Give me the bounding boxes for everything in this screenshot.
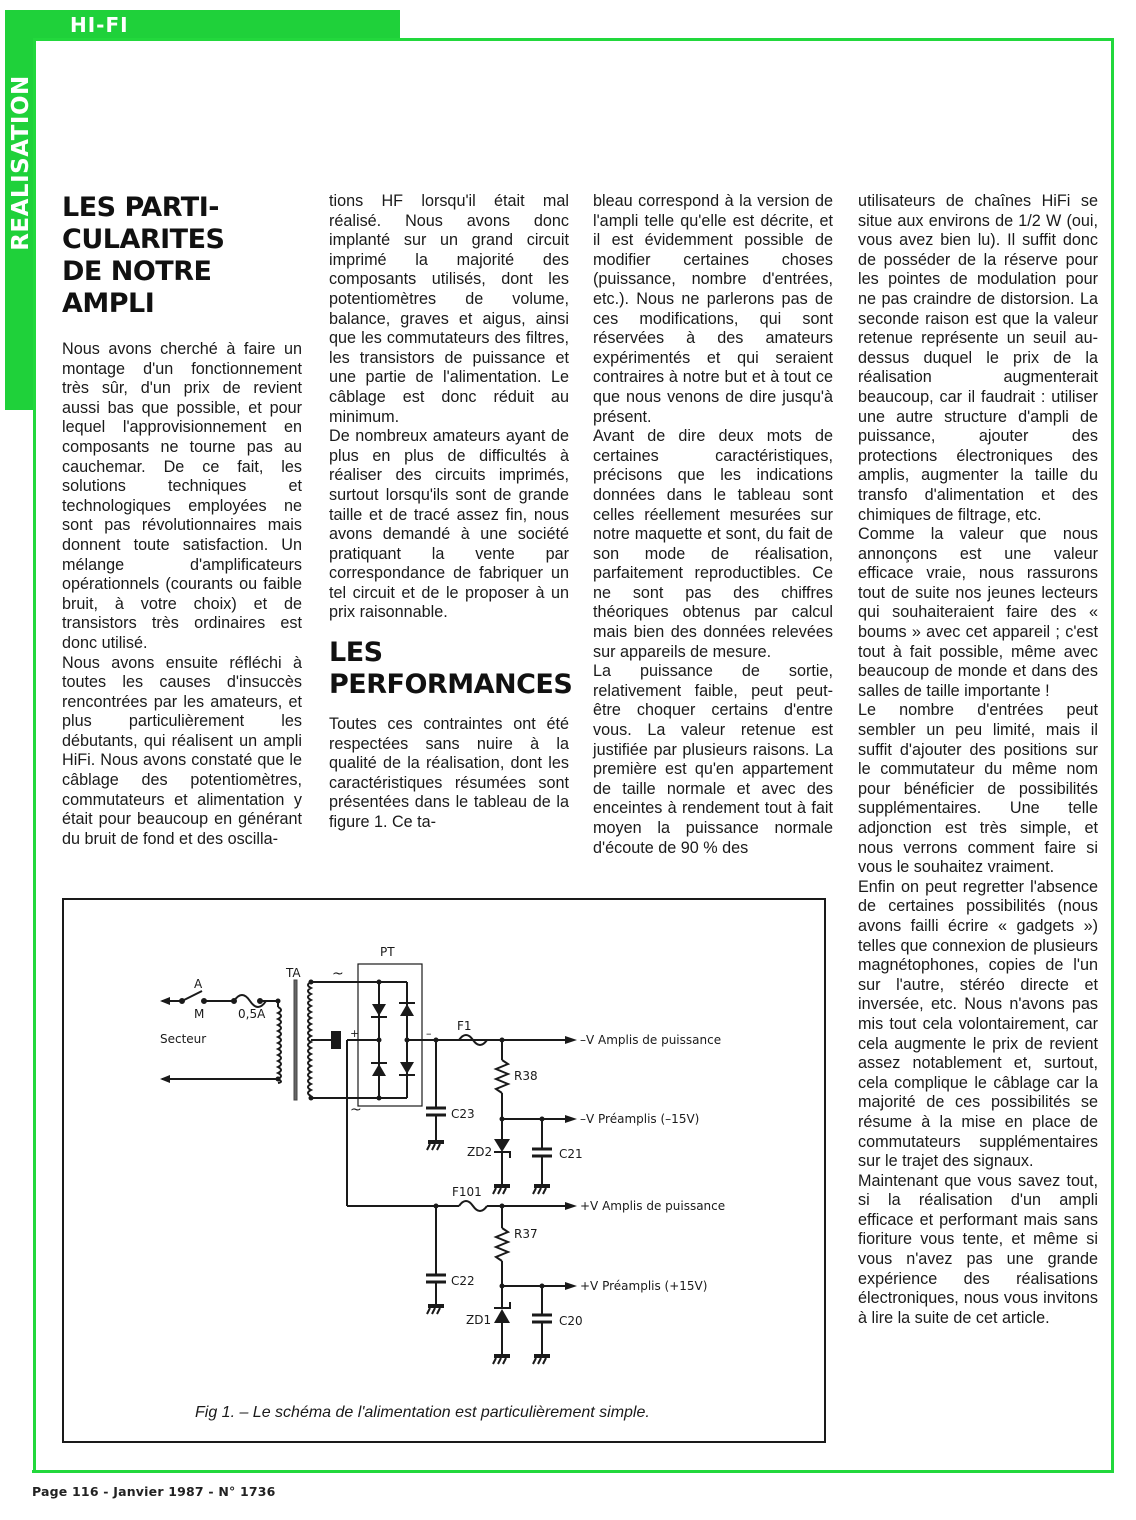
diode-icon [372,1064,386,1076]
paragraph: utilisateurs de chaînes HiFi se situe aux environs de 1/2 W (oui, vous avez bien lu). Il suffit donc de posséder de la réserve pour les pointes de modulation pour ne pas craindre de distorsion. La seconde raison est que la valeur retenue représente un seuil au-dessus duquel le prix de la réalisation augmenterait beaucoup, car il faudrait : utiliser une autre structure d'ampli de puissance, ajouter des protections électroniques des amplis, augmenter la taille du transfo d'alimentation et des chimiques de filtrage, etc. [858,192,1098,524]
section-heading-performances: LES PERFORMANCES [329,637,573,701]
article-column-4 [858,192,1098,1328]
zener-diode-icon [494,1139,510,1152]
diode-icon [400,1062,414,1074]
paragraph: Toutes ces contraintes ont été respectées sans nuire à la qualité de la réalisation, dont les caractéristiques résumées sont présentées dans le tableau de la figure 1. Ce ta- [329,715,569,832]
frame-border-top [35,38,1113,41]
label-c22: C22 [451,1274,475,1288]
label-c23: C23 [451,1107,475,1121]
switch-contact [180,999,184,1003]
paragraph: Nous avons cherché à faire un montage d'un fonctionnement très sûr, d'un prix de revient aussi bas que possible, et pour lequel l'approvisionnement en composants ne tourne pas au cauchemar. De ce fait, les solutions techniques et technologiques employées ne sont pas révolutionnaires mais donnent toute satisfaction. Un mélange d'amplificateurs opérationnels (courants ou faible bruit, à votre choix) et de transistors très ordinaires est donc utilisé. [62,340,302,652]
ground-icon [494,1184,510,1188]
article-column-1 [62,192,302,849]
label-plus: + [350,1027,360,1040]
paragraph: De nombreux amateurs ayant de plus en plus de difficultés à réaliser des circuits imprimés, surtout lorsqu'ils sont de grande taille et de tracé assez fin, nous avons demandé à une société pratiquant la vente par correspondance de fabriquer un tel circuit et de le proposer à un prix raisonnable. [329,427,569,622]
label-bridge: PT [380,945,395,959]
label-transformer: TA [286,966,301,980]
label-f1: F1 [457,1019,472,1033]
arrow-icon [160,1075,170,1083]
paragraph: Maintenant que vous savez tout, si la réalisation d'un ampli efficace et performant mais sans fioriture vous tente, et même si vous n'avez pas une grande expérience des réalisations électroniques, nous vous invitons à lire la suite de cet article. [858,1171,1098,1327]
arrow-icon [565,1036,577,1044]
primary-coil [278,1007,281,1083]
label-mains: Secteur [160,1032,207,1046]
diode-icon [400,1004,414,1016]
arrow-icon [565,1202,577,1210]
article-column-3 [593,192,833,858]
resistor-r38 [496,1060,508,1093]
ground-icon [428,1304,444,1308]
label-ac-bottom: ~ [350,1102,362,1118]
bridge-rectifier-box [358,964,422,1106]
label-f101: F101 [452,1185,482,1199]
label-switch-m: M [194,1007,205,1021]
arrow-icon [160,997,170,1005]
schematic-diagram [64,900,824,1441]
secondary-coil [308,982,311,1096]
category-tag [5,40,36,285]
category-tag-text: REALISATION [7,74,34,251]
section-title: HI-FI [70,13,129,37]
paragraph: Enfin on peut regretter l'absence de certaines possibilités (nous avons failli écrire « gadgets ») telles que connexion de plusieurs magnétophones, copies de l'un sur l'autre, stéréo directe et inversée, etc. Nous n'avons pas mis tout cela volontairement, car cela augmente le prix de revient assez notablement et, surtout, cela complique le câblage car la majorité de ces possibilités se résume à la mise en place de commutateurs supplémentaires sur le trajet des signaux. [858,877,1098,1171]
fuse-f101 [459,1201,487,1211]
diode-icon [372,1004,386,1016]
label-fuse-main: 0,5A [238,1007,266,1021]
section-header-band [5,10,400,40]
output-label-pos-preamp: +V Préamplis (+15V) [580,1279,708,1293]
paragraph: La puissance de sortie, relativement faible, peut peut-être choquer certains d'entre vous. La valeur retenue est justifiée par plusieurs raisons. La première est qu'en appartement de taille normale et avec des enceintes à rendement tout à fait moyen la puissance normale d'écoute de 90 % des [593,662,833,857]
ground-icon [428,1140,444,1144]
label-zd1: ZD1 [466,1313,492,1327]
frame-border-right [1111,38,1114,1472]
label-r37: R37 [514,1227,538,1241]
figure-caption: Fig 1. – Le schéma de l'alimentation est particulièrement simple. [195,1404,650,1421]
ground-icon [494,1354,510,1358]
label-zd2: ZD2 [467,1145,493,1159]
page-footer: Page 116 - Janvier 1987 - N° 1736 [32,1484,276,1499]
ground-icon [534,1184,550,1188]
paragraph: Avant de dire deux mots de certaines caractéristiques, précisons que les indications données dans le tableau sont celles réellement mesurées sur notre maquette et sont, du fait de son mode de réalisation, parfaitement reproductibles. Ce ne sont pas des chiffres théoriques obtenus par calcul mais bien des données relevées sur appareils de mesure. [593,427,833,661]
centre-tap-ground [332,1032,340,1048]
arrow-icon [565,1115,577,1123]
paragraph: tions HF lorsqu'il était mal réalisé. Nous avons donc implanté sur un grand circuit imprimé la majorité des composants utilisés, dont les potentiomètres de volume, balance, graves et aigus, ainsi que les commutateurs des filtres, les transistors de puissance et une partie de l'alimentation. Le câblage est donc réduit au minimum. [329,192,569,426]
figure-power-supply-schematic [62,898,826,1443]
arrow-icon [565,1282,577,1290]
frame-border-bottom [32,1470,1114,1473]
label-switch-a: A [194,977,203,991]
output-label-neg-power: –V Amplis de puissance [580,1033,722,1047]
paragraph: bleau correspond à la version de l'ampli telle qu'elle est décrite, et il est évidemment possible de modifier certaines choses (puissance, nombre d'entrées, etc.). Nous ne parlerons pas de ces modifications, qui sont réservées à des amateurs expérimentés et qui seraient contraires à notre but et à tout ce que nous venons de dire jusqu'à présent. [593,192,833,426]
label-c20: C20 [559,1314,583,1328]
label-ac-top: ~ [332,966,344,982]
paragraph: Le nombre d'entrées peut sembler un peu limité, mais il suffit d'ajouter des positions sur le commutateur du même nom pour bénéficier de possibilités supplémentaires. Une telle adjonction est très simple, et nous verrons comment faire si vous le souhaitez vraiment. [858,701,1098,877]
switch-blade [182,991,202,1001]
article-column-2 [329,192,573,833]
zener-diode-icon [494,1309,510,1323]
label-minus: – [426,1027,432,1040]
transformer-core [294,980,297,1100]
output-label-pos-power: +V Amplis de puissance [580,1199,726,1213]
ground-icon [534,1354,550,1358]
ground-symbols [427,1140,550,1364]
label-r38: R38 [514,1069,538,1083]
paragraph: Comme la valeur que nous annonçons est une valeur efficace vraie, nous rassurons tout de suite nos jeunes lecteurs qui souhaiteraient faire des « boums » avec cet appareil ; c'est tout à fait possible, même avec beaucoup de monde et dans des salles de taille importante ! [858,525,1098,700]
paragraph: Nous avons ensuite réfléchi à toutes les causes d'insuccès rencontrées par les amateurs, et plus particulièrement les débutants, qui réalisent un ampli HiFi. Nous avons constaté que le câblage des potentiomètres, commutateurs et alimentation y était pour beaucoup en générant du bruit de fond et des oscilla- [62,653,302,848]
output-label-neg-preamp: –V Préamplis (–15V) [580,1112,700,1126]
section-heading-particularites: LES PARTI- CULARITES DE NOTRE AMPLI [62,192,225,319]
resistor-r37 [496,1228,508,1261]
label-c21: C21 [559,1147,583,1161]
